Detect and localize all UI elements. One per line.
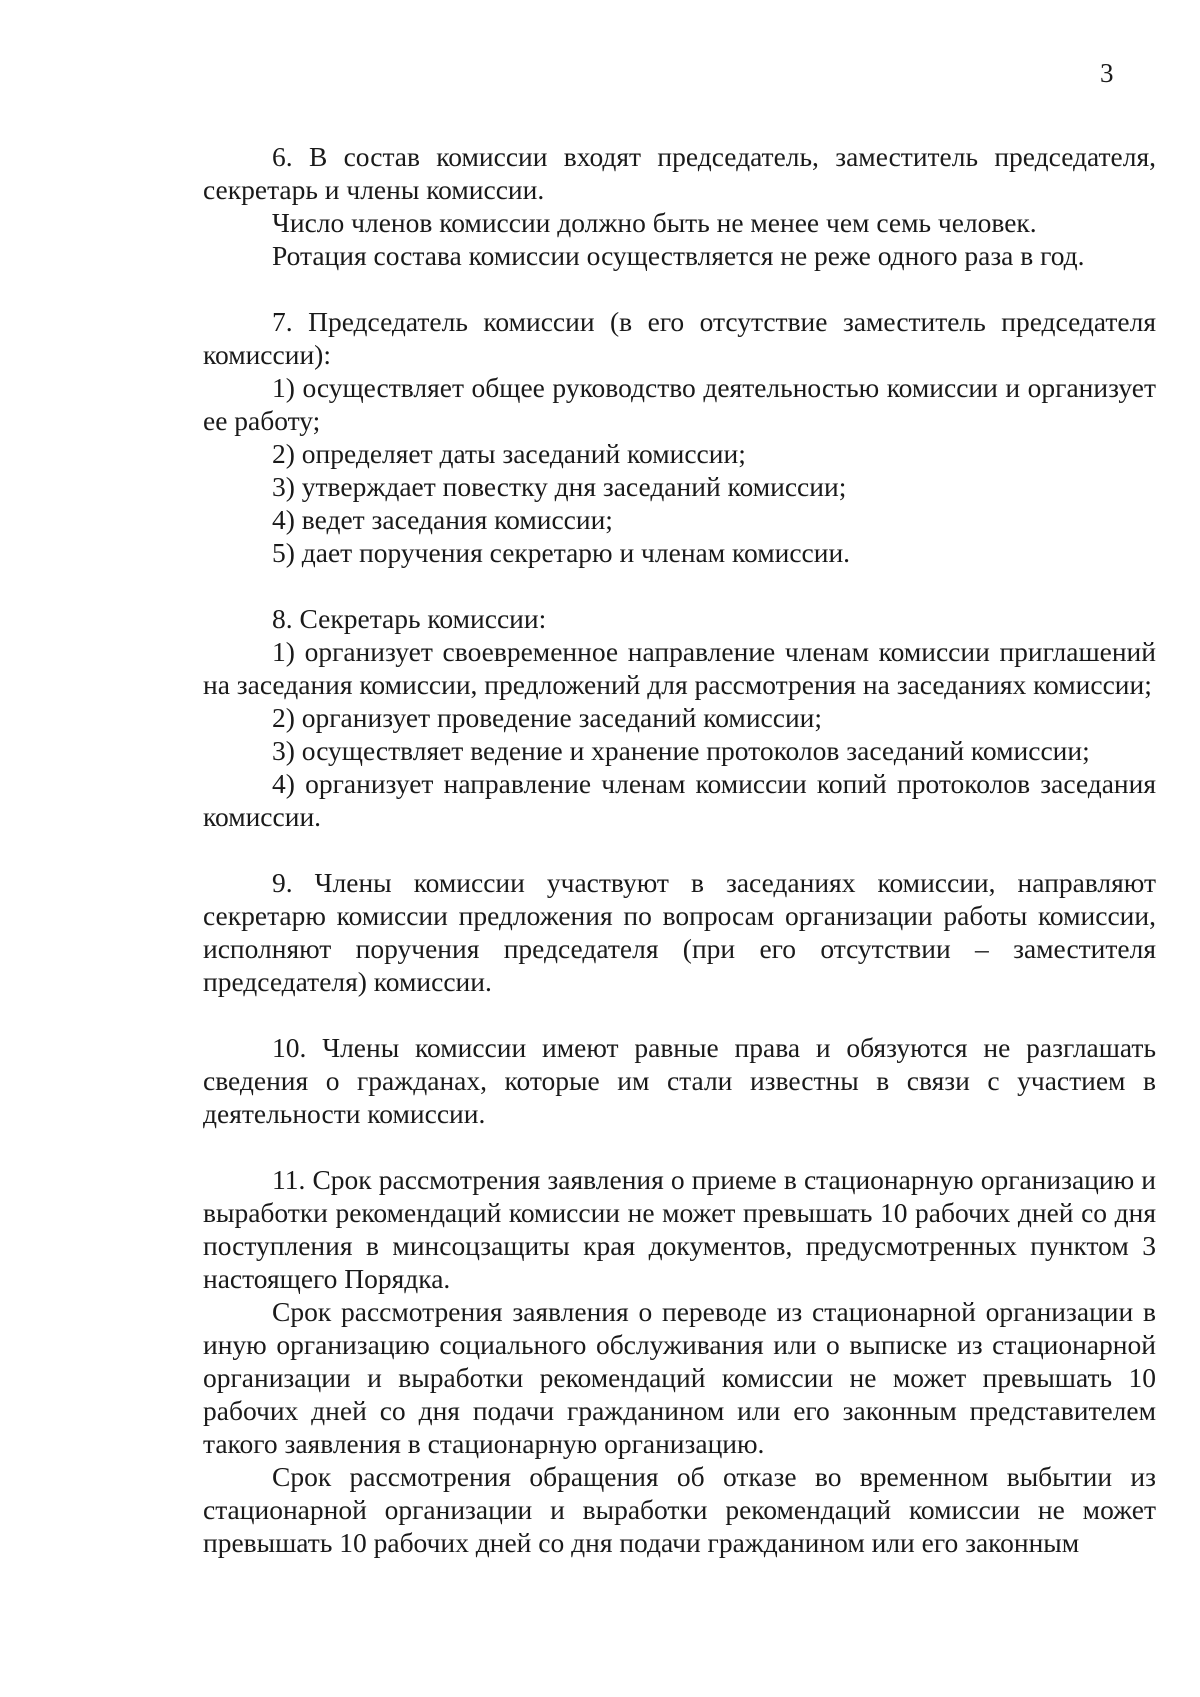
list-item: 2) организует проведение заседаний комиссии; <box>272 702 823 733</box>
list-item: 3) утверждает повестку дня заседаний комиссии; <box>272 471 847 502</box>
list-item: 1) организует своевременное направление членам комиссии приглашений на заседания комиссии, предложений для рассмотрения на заседаниях комиссии; <box>203 636 1156 700</box>
paragraph: Срок рассмотрения обращения об отказе во временном выбытии из стационарной организации и выработки рекомендаций комиссии не может превышать 10 рабочих дней со дня подачи гражданином или его законным <box>203 1461 1156 1558</box>
paragraph: 7. Председатель комиссии (в его отсутствие заместитель председателя комиссии): <box>203 306 1156 370</box>
section-item-8 <box>203 602 1156 833</box>
section-item-6 <box>203 140 1156 272</box>
section-item-7 <box>203 305 1156 569</box>
paragraph: 11. Срок рассмотрения заявления о приеме в стационарную организацию и выработки рекомендаций комиссии не может превышать 10 рабочих дней со дня поступления в минсоцзащиты края документов, предусмотренных пунктом 3 настоящего Порядка. <box>203 1164 1156 1294</box>
paragraph: 8. Секретарь комиссии: <box>272 603 547 634</box>
list-item: 1) осуществляет общее руководство деятельностью комиссии и организует ее работу; <box>203 372 1156 436</box>
section-item-10 <box>203 1031 1156 1130</box>
section-item-11 <box>203 1163 1156 1559</box>
list-item: 3) осуществляет ведение и хранение протоколов заседаний комиссии; <box>272 735 1090 766</box>
list-item: 4) организует направление членам комиссии копий протоколов заседания комиссии. <box>203 768 1156 832</box>
list-item: 2) определяет даты заседаний комиссии; <box>272 438 746 469</box>
paragraph: 6. В состав комиссии входят председатель, заместитель председателя, секретарь и члены комиссии. <box>203 141 1156 205</box>
paragraph: Ротация состава комиссии осуществляется не реже одного раза в год. <box>272 240 1085 271</box>
document-body <box>203 140 1156 1559</box>
list-item: 5) дает поручения секретарю и членам комиссии. <box>272 537 851 568</box>
paragraph: Число членов комиссии должно быть не менее чем семь человек. <box>272 207 1037 238</box>
paragraph: Срок рассмотрения заявления о переводе из стационарной организации в иную организацию социального обслуживания или о выписке из стационарной организации и выработки рекомендаций комиссии не может превышать 10 рабочих дней со дня подачи гражданином или его законным представителем такого заявления в стационарную организацию. <box>203 1296 1156 1459</box>
paragraph: 10. Члены комиссии имеют равные права и обязуются не разглашать сведения о гражданах, которые им стали известны в связи с участием в деятельности комиссии. <box>203 1032 1156 1129</box>
list-item: 4) ведет заседания комиссии; <box>272 504 613 535</box>
section-item-9 <box>203 866 1156 998</box>
page-number: 3 <box>1100 58 1114 88</box>
paragraph: 9. Члены комиссии участвуют в заседаниях комиссии, направляют секретарю комиссии предложения по вопросам организации работы комиссии, исполняют поручения председателя (при его отсутствии – заместителя председателя) комиссии. <box>203 867 1156 997</box>
